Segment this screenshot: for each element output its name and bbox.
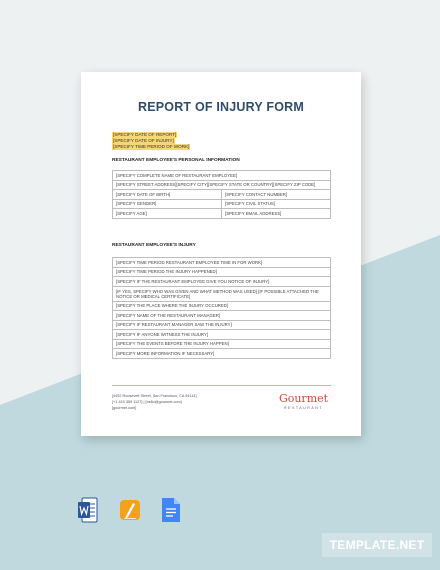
- table-cell: [SPECIFY IF ANYONE WITNESS THE INJURY]: [113, 330, 331, 340]
- highlight-date-of-injury: [SPECIFY DATE OF INJURY]: [113, 138, 174, 143]
- table-row: [113, 301, 331, 311]
- document-page: [81, 72, 361, 436]
- google-docs-icon[interactable]: [161, 497, 181, 523]
- table-row: [113, 311, 331, 321]
- table-row: [113, 330, 331, 340]
- table-row: [113, 320, 331, 330]
- highlight-time-period-of-work: [SPECIFY TIME PERIOD OF WORK]: [113, 144, 190, 149]
- table-row: [113, 199, 331, 209]
- table-row: [113, 209, 331, 219]
- footer-phone-email: [+1 415 359 1127] | [hello@gourmet.com]: [112, 400, 182, 404]
- footer-address: [4452 Roosevelt Street, San Francisco, CA 94114]: [112, 394, 197, 398]
- footer-website: [gourmet.com]: [112, 406, 137, 410]
- table-cell: [SPECIFY CONTACT NUMBER]: [222, 190, 331, 200]
- table-row: [113, 349, 331, 359]
- table-cell: [SPECIFY TIME PERIOD RESTAURANT EMPLOYEE TIME IN FOR WORK]: [113, 258, 331, 268]
- personal-section-title: RESTAURANT EMPLOYEE'S PERSONAL INFORMATION: [112, 158, 240, 163]
- table-cell: [SPECIFY THE PLACE WHERE THE INJURY OCCURED]: [113, 301, 331, 311]
- word-icon[interactable]: [78, 497, 98, 523]
- table-row: [113, 339, 331, 349]
- highlight-date-of-report: [SPECIFY DATE OF REPORT]: [113, 132, 177, 137]
- table-cell: [SPECIFY IF RESTAURANT MANAGER SAW THE INJURY]: [113, 320, 331, 330]
- footer-divider: [112, 385, 331, 386]
- gourmet-logo: [276, 392, 331, 410]
- table-cell: [SPECIFY CIVIL STATUS]: [222, 199, 331, 209]
- highlight-block: [112, 132, 190, 150]
- table-cell: [SPECIFY AGE]: [113, 209, 222, 219]
- table-cell: [SPECIFY TIME PERIOD THE INJURY HAPPENED]: [113, 267, 331, 277]
- table-row: [113, 286, 331, 301]
- table-row: [113, 171, 331, 181]
- table-row: [113, 267, 331, 277]
- table-row: [113, 180, 331, 190]
- table-cell: [IF YES, SPECIFY WHO WAS GIVEN AND WHAT METHOD WAS USED] [IF POSSIBLE ATTACHED THE NOTICE OR MEDICAL CERTIFICATE]: [113, 286, 331, 301]
- document-title: REPORT OF INJURY FORM: [137, 100, 305, 114]
- table-cell: [SPECIFY MORE INFORMATION IF NECESSARY]: [113, 349, 331, 359]
- logo-subtitle: RESTAURANT: [283, 406, 324, 410]
- table-cell: [SPECIFY EMAIL ADDRESS]: [222, 209, 331, 219]
- logo-name: Gourmet: [278, 392, 329, 405]
- table-row: [113, 277, 331, 287]
- table-cell: [SPECIFY STREET ADDRESS][SPECIFY CITY][SPECIFY STATE OR COUNTRY][SPECIFY ZIP CODE]: [113, 180, 331, 190]
- template-net-brand[interactable]: TEMPLATE.NET: [322, 533, 432, 557]
- injury-section-title: RESTAURANT EMPLOYEE'S INJURY: [112, 243, 196, 248]
- injury-table: [112, 257, 331, 359]
- table-row: [113, 190, 331, 200]
- table-cell: [SPECIFY COMPLETE NAME OF RESTAURANT EMPLOYEE]: [113, 171, 331, 181]
- table-cell: [SPECIFY NAME OF THE RESTAURANT MANAGER]: [113, 311, 331, 321]
- table-row: [113, 258, 331, 268]
- table-cell: [SPECIFY GENDER]: [113, 199, 222, 209]
- table-cell: [SPECIFY IF THE RESTAURANT EMPLOYEE GIVE YOU NOTICE OF INJURY]: [113, 277, 331, 287]
- footer-contact: [112, 393, 197, 411]
- table-cell: [SPECIFY DATE OF BIRTH]: [113, 190, 222, 200]
- personal-info-table: [112, 170, 331, 219]
- table-cell: [SPECIFY THE EVENTS BEFORE THE INJURY HAPPEN]: [113, 339, 331, 349]
- pages-icon[interactable]: [120, 497, 140, 523]
